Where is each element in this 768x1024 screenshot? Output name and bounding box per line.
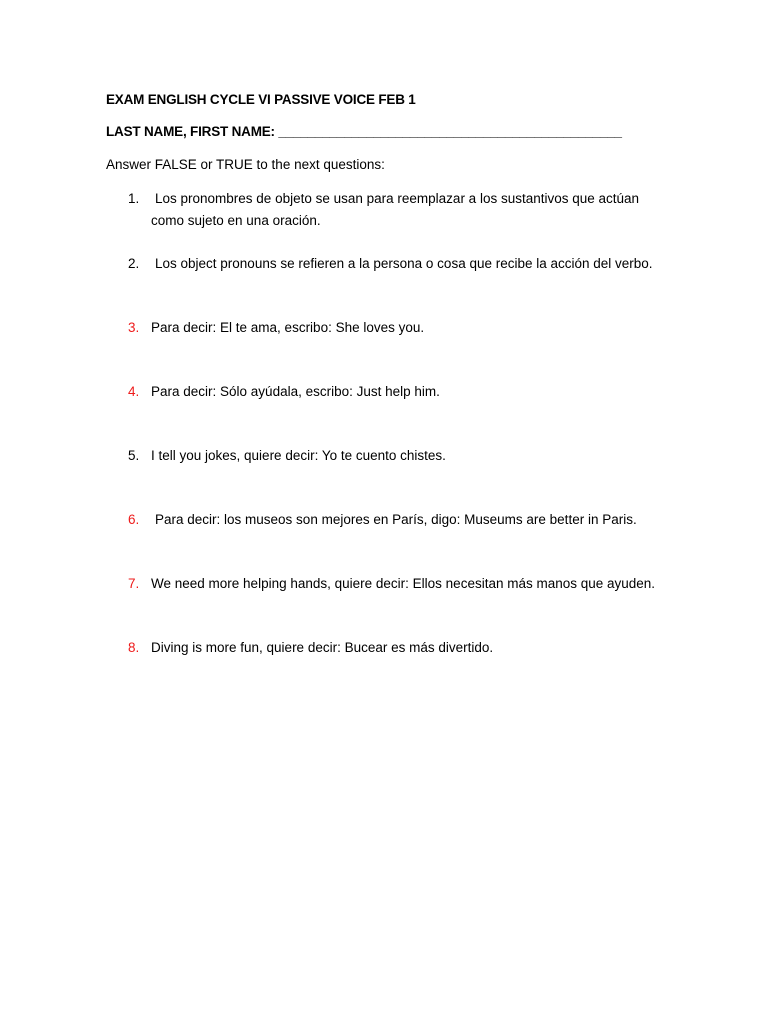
question-item: [128, 188, 668, 232]
question-item: [128, 637, 668, 659]
question-text: Los pronombres de objeto se usan para reemplazar a los sustantivos que actúan como sujeto en una oración.: [151, 191, 640, 228]
question-number: 3.: [128, 320, 140, 335]
question-number: 6.: [128, 512, 140, 527]
question-item: [128, 509, 668, 531]
question-text: Diving is more fun, quiere decir: Bucear es más divertido.: [151, 640, 494, 655]
question-text: Para decir: los museos son mejores en París, digo: Museums are better in Paris.: [155, 512, 637, 527]
question-number: 7.: [128, 576, 140, 591]
question-number: 4.: [128, 384, 140, 399]
instructions-text: Answer FALSE or TRUE to the next questions:: [106, 157, 385, 172]
question-text: Para decir: Sólo ayúdala, escribo: Just help him.: [151, 384, 440, 399]
question-item: [128, 381, 668, 403]
question-item: [128, 445, 668, 467]
question-number: 8.: [128, 640, 140, 655]
question-text: Los object pronouns se refieren a la persona o cosa que recibe la acción del verbo.: [155, 256, 653, 271]
question-item: [128, 317, 668, 339]
question-item: [128, 253, 668, 275]
name-field-line: LAST NAME, FIRST NAME: _______________________________________________: [106, 124, 622, 139]
question-text: I tell you jokes, quiere decir: Yo te cuento chistes.: [151, 448, 446, 463]
question-number: 2.: [128, 256, 140, 271]
exam-title: EXAM ENGLISH CYCLE VI PASSIVE VOICE FEB 1: [106, 92, 416, 107]
question-text: Para decir: El te ama, escribo: She loves you.: [151, 320, 425, 335]
question-text: We need more helping hands, quiere decir: Ellos necesitan más manos que ayuden.: [151, 576, 656, 591]
question-number: 5.: [128, 448, 140, 463]
question-number: 1.: [128, 191, 140, 206]
question-item: [128, 573, 668, 595]
